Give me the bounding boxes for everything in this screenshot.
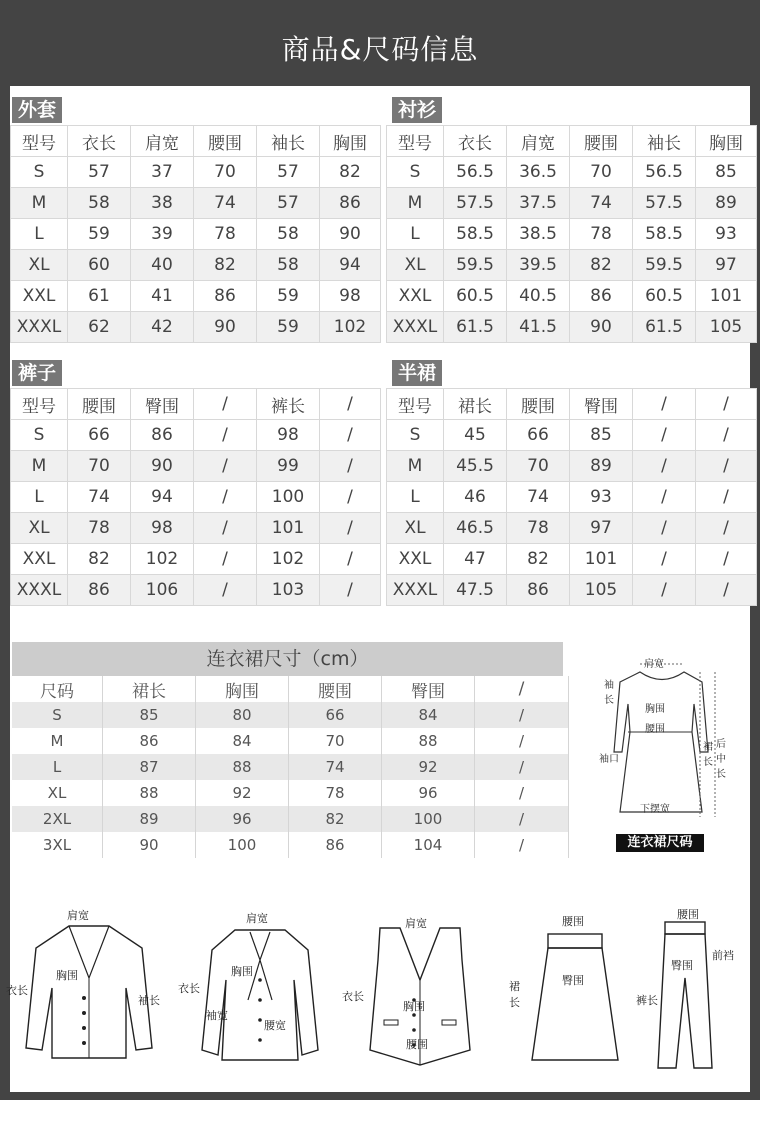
table-row [387, 157, 757, 188]
table-cell: 82 [194, 250, 257, 281]
table-cell: 36.5 [507, 157, 570, 188]
table-cell: 90 [570, 312, 633, 343]
table-cell: 74 [289, 754, 382, 780]
table-cell: 40.5 [507, 281, 570, 312]
table-cell: L [11, 219, 68, 250]
table-cell: 102 [131, 544, 194, 575]
table-cell: 78 [570, 219, 633, 250]
table-cell: 98 [320, 281, 381, 312]
table-cell: 84 [196, 728, 289, 754]
table-row [11, 575, 381, 606]
table-row [11, 420, 381, 451]
table-cell: / [696, 575, 757, 606]
jacket-bust-label: 胸围 [56, 969, 78, 982]
table-cell: 61 [68, 281, 131, 312]
shirt-size-table [386, 125, 757, 343]
table-cell: 82 [68, 544, 131, 575]
table-cell: 98 [257, 420, 320, 451]
table-cell: 60.5 [633, 281, 696, 312]
table-cell: 46 [444, 482, 507, 513]
table-header-cell: 裙长 [103, 676, 196, 702]
table-cell: 96 [382, 780, 475, 806]
table-header-cell: 肩宽 [131, 126, 194, 157]
page-title: 商品&尺码信息 [281, 33, 479, 66]
table-header-cell: 腰围 [194, 126, 257, 157]
table-cell: 45.5 [444, 451, 507, 482]
table-cell: / [320, 420, 381, 451]
table-cell: / [696, 451, 757, 482]
table-cell: 38 [131, 188, 194, 219]
table-cell: XXXL [11, 575, 68, 606]
table-cell: / [475, 702, 569, 728]
table-cell: S [387, 157, 444, 188]
table-header-row [387, 126, 757, 157]
pants-tag: 裤子 [12, 360, 62, 386]
table-cell: 98 [131, 513, 194, 544]
table-cell: 57 [257, 157, 320, 188]
table-cell: XXL [387, 281, 444, 312]
table-cell: 85 [103, 702, 196, 728]
table-row [11, 513, 381, 544]
table-cell: 88 [196, 754, 289, 780]
table-cell: / [633, 544, 696, 575]
table-cell: XXXL [387, 575, 444, 606]
table-cell: / [633, 420, 696, 451]
table-cell: 61.5 [444, 312, 507, 343]
skirt-diagram [520, 930, 630, 1070]
table-cell: 86 [570, 281, 633, 312]
table-header-row [11, 126, 381, 157]
dress-back-length-label: 后中长 [716, 739, 726, 780]
table-cell: L [11, 482, 68, 513]
table-cell: 102 [257, 544, 320, 575]
table-cell: M [387, 451, 444, 482]
pants-diagram [650, 918, 720, 1073]
vest-waist-label: 腰围 [406, 1038, 428, 1051]
table-cell: 93 [570, 482, 633, 513]
table-cell: / [320, 513, 381, 544]
table-cell: M [11, 188, 68, 219]
table-cell: XL [11, 250, 68, 281]
table-cell: / [475, 832, 569, 858]
table-cell: XXXL [11, 312, 68, 343]
table-cell: / [320, 482, 381, 513]
table-cell: 103 [257, 575, 320, 606]
table-cell: 70 [570, 157, 633, 188]
table-cell: XL [12, 780, 103, 806]
table-header-cell: / [475, 676, 569, 702]
table-header-cell: 型号 [387, 126, 444, 157]
table-cell: 88 [382, 728, 475, 754]
table-cell: 80 [196, 702, 289, 728]
table-cell: 102 [320, 312, 381, 343]
table-header-cell: 腰围 [68, 389, 131, 420]
table-header-cell: / [194, 389, 257, 420]
table-header-cell: 袖长 [633, 126, 696, 157]
table-cell: / [696, 420, 757, 451]
table-cell: / [633, 451, 696, 482]
table-cell: 74 [68, 482, 131, 513]
dress-size-table [12, 642, 563, 858]
table-cell: 90 [103, 832, 196, 858]
table-header-cell: / [633, 389, 696, 420]
table-row [387, 544, 757, 575]
table-cell: 104 [382, 832, 475, 858]
table-cell: 58 [257, 250, 320, 281]
table-cell: 101 [696, 281, 757, 312]
table-cell: L [387, 219, 444, 250]
shirt-tag: 衬衫 [392, 97, 442, 123]
table-cell: 70 [68, 451, 131, 482]
table-cell: 82 [289, 806, 382, 832]
table-cell: 56.5 [444, 157, 507, 188]
table-cell: L [387, 482, 444, 513]
pants-length-label: 裤长 [636, 994, 658, 1007]
table-cell: 58.5 [633, 219, 696, 250]
jacket-shoulder-label: 肩宽 [67, 909, 89, 922]
table-cell: 89 [103, 806, 196, 832]
table-cell: / [194, 575, 257, 606]
table-cell: / [194, 451, 257, 482]
table-row [387, 575, 757, 606]
dress-hem-label: 下摆宽 [640, 804, 670, 815]
table-header-cell: 型号 [387, 389, 444, 420]
shirt-bust-label: 胸围 [231, 965, 253, 978]
table-cell: XXL [11, 544, 68, 575]
table-cell: 66 [289, 702, 382, 728]
table-cell: 85 [696, 157, 757, 188]
table-cell: 39 [131, 219, 194, 250]
table-cell: XXL [11, 281, 68, 312]
table-cell: 70 [507, 451, 570, 482]
table-cell: 59 [257, 281, 320, 312]
dress-table-body [12, 676, 569, 858]
table-cell: 78 [68, 513, 131, 544]
table-cell: 99 [257, 451, 320, 482]
table-cell: 60.5 [444, 281, 507, 312]
table-row [12, 728, 569, 754]
table-cell: 89 [696, 188, 757, 219]
table-cell: 59 [68, 219, 131, 250]
table-cell: 84 [382, 702, 475, 728]
jacket-sleeve-label: 袖长 [138, 994, 160, 1007]
table-cell: 59.5 [633, 250, 696, 281]
table-cell: 86 [320, 188, 381, 219]
table-cell: 100 [382, 806, 475, 832]
table-cell: 74 [507, 482, 570, 513]
dress-badge: 连衣裙尺码 [616, 834, 704, 852]
shirt-cuff-label: 袖宽 [206, 1009, 228, 1022]
table-cell: 37.5 [507, 188, 570, 219]
table-cell: 106 [131, 575, 194, 606]
table-cell: 89 [570, 451, 633, 482]
table-cell: 105 [696, 312, 757, 343]
table-cell: 62 [68, 312, 131, 343]
pants-waist-label: 腰围 [677, 908, 699, 921]
pants-rise-label: 前裆 [712, 949, 734, 962]
table-cell: 94 [131, 482, 194, 513]
table-cell: 101 [257, 513, 320, 544]
skirt-tag: 半裙 [392, 360, 442, 386]
table-header-cell: 臀围 [570, 389, 633, 420]
pants-size-table [10, 388, 381, 606]
table-row [12, 754, 569, 780]
table-row [387, 281, 757, 312]
dress-bust-label: 胸围 [645, 704, 665, 715]
dress-length-label: 裙长 [703, 742, 713, 768]
table-cell: 78 [507, 513, 570, 544]
table-cell: 78 [194, 219, 257, 250]
table-cell: 74 [570, 188, 633, 219]
table-cell: S [11, 157, 68, 188]
table-cell: XXL [387, 544, 444, 575]
table-header-cell: 胸围 [320, 126, 381, 157]
table-row [11, 157, 381, 188]
table-header-cell: 袖长 [257, 126, 320, 157]
table-cell: 58 [257, 219, 320, 250]
table-cell: 97 [696, 250, 757, 281]
table-cell: S [12, 702, 103, 728]
table-cell: 40 [131, 250, 194, 281]
table-row [387, 513, 757, 544]
table-cell: 57 [68, 157, 131, 188]
table-row [11, 482, 381, 513]
table-cell: / [696, 482, 757, 513]
table-cell: 57 [257, 188, 320, 219]
table-cell: / [475, 728, 569, 754]
table-cell: 96 [196, 806, 289, 832]
table-row [12, 780, 569, 806]
table-cell: 57.5 [633, 188, 696, 219]
table-cell: 59.5 [444, 250, 507, 281]
table-row [387, 312, 757, 343]
table-cell: 86 [507, 575, 570, 606]
table-cell: / [475, 754, 569, 780]
table-cell: 61.5 [633, 312, 696, 343]
table-cell: 58 [68, 188, 131, 219]
table-cell: / [194, 482, 257, 513]
table-header-row [387, 389, 757, 420]
table-cell: 37 [131, 157, 194, 188]
shirt-waist-label: 腰宽 [264, 1019, 286, 1032]
table-cell: 82 [570, 250, 633, 281]
table-cell: 66 [507, 420, 570, 451]
table-cell: XL [387, 513, 444, 544]
table-cell: 86 [289, 832, 382, 858]
dress-cuff-label: 袖口 [599, 754, 619, 765]
table-cell: 90 [131, 451, 194, 482]
jacket-length-label: 衣长 [6, 984, 28, 997]
table-cell: 38.5 [507, 219, 570, 250]
table-cell: 58.5 [444, 219, 507, 250]
dress-waist-label: 腰围 [645, 724, 665, 735]
table-header-cell: 胸围 [196, 676, 289, 702]
pants-hip-label: 臀围 [671, 959, 693, 972]
table-cell: M [11, 451, 68, 482]
skirt-size-table [386, 388, 757, 606]
table-cell: XL [11, 513, 68, 544]
table-cell: 3XL [12, 832, 103, 858]
table-cell: / [320, 451, 381, 482]
table-cell: 57.5 [444, 188, 507, 219]
table-cell: 46.5 [444, 513, 507, 544]
skirt-waist-label: 腰围 [562, 915, 584, 928]
table-row [387, 482, 757, 513]
table-row [11, 312, 381, 343]
table-header-cell: 腰围 [570, 126, 633, 157]
table-header-cell: 臀围 [131, 389, 194, 420]
table-cell: 90 [194, 312, 257, 343]
shirt-length-label: 衣长 [178, 982, 200, 995]
table-cell: 97 [570, 513, 633, 544]
table-header-cell: 裙长 [444, 389, 507, 420]
table-row [12, 832, 569, 858]
table-cell: S [11, 420, 68, 451]
table-cell: 56.5 [633, 157, 696, 188]
table-cell: 45 [444, 420, 507, 451]
table-row [11, 451, 381, 482]
table-cell: 2XL [12, 806, 103, 832]
jacket-tag: 外套 [12, 97, 62, 123]
table-header-cell: / [696, 389, 757, 420]
table-cell: 93 [696, 219, 757, 250]
table-cell: 60 [68, 250, 131, 281]
table-cell: 39.5 [507, 250, 570, 281]
table-row [11, 219, 381, 250]
table-cell: / [320, 575, 381, 606]
table-header-cell: 裤长 [257, 389, 320, 420]
table-row [12, 702, 569, 728]
table-cell: / [194, 544, 257, 575]
table-header-cell: 腰围 [289, 676, 382, 702]
shirt-shoulder-label: 肩宽 [246, 912, 268, 925]
dress-shoulder-label: 肩宽 [644, 659, 664, 670]
table-cell: / [475, 780, 569, 806]
dress-sleeve-label: 袖长 [604, 680, 614, 706]
table-cell: 105 [570, 575, 633, 606]
table-cell: 66 [68, 420, 131, 451]
skirt-hip-label: 臀围 [562, 974, 584, 987]
table-cell: 100 [196, 832, 289, 858]
table-cell: / [633, 513, 696, 544]
table-cell: 82 [507, 544, 570, 575]
table-row [12, 806, 569, 832]
table-cell: XXXL [387, 312, 444, 343]
table-header-cell: 型号 [11, 389, 68, 420]
table-cell: 92 [196, 780, 289, 806]
table-header-cell: 尺码 [12, 676, 103, 702]
table-row [11, 188, 381, 219]
table-cell: 86 [131, 420, 194, 451]
table-header-row [11, 389, 381, 420]
table-header-cell: / [320, 389, 381, 420]
table-cell: / [633, 482, 696, 513]
table-cell: 41.5 [507, 312, 570, 343]
table-row [387, 250, 757, 281]
table-cell: XL [387, 250, 444, 281]
table-cell: 86 [194, 281, 257, 312]
table-cell: 100 [257, 482, 320, 513]
vest-length-label: 衣长 [342, 990, 364, 1003]
table-cell: 41 [131, 281, 194, 312]
table-cell: 85 [570, 420, 633, 451]
table-row [387, 451, 757, 482]
table-cell: 92 [382, 754, 475, 780]
table-cell: L [12, 754, 103, 780]
table-header-cell: 型号 [11, 126, 68, 157]
table-cell: / [320, 544, 381, 575]
table-cell: / [194, 513, 257, 544]
table-header-cell: 肩宽 [507, 126, 570, 157]
table-header-cell: 臀围 [382, 676, 475, 702]
table-cell: 59 [257, 312, 320, 343]
table-row [387, 219, 757, 250]
table-cell: 101 [570, 544, 633, 575]
table-cell: 86 [103, 728, 196, 754]
table-row [387, 420, 757, 451]
table-header-cell: 衣长 [68, 126, 131, 157]
table-cell: M [387, 188, 444, 219]
table-row [11, 544, 381, 575]
skirt-length-label: 裙长 [509, 980, 520, 1009]
vest-shoulder-label: 肩宽 [405, 917, 427, 930]
table-header-row [12, 676, 569, 702]
table-cell: 90 [320, 219, 381, 250]
table-row [387, 188, 757, 219]
table-row [11, 281, 381, 312]
table-header-cell: 衣长 [444, 126, 507, 157]
table-cell: 42 [131, 312, 194, 343]
table-cell: / [475, 806, 569, 832]
table-header-cell: 胸围 [696, 126, 757, 157]
table-cell: M [12, 728, 103, 754]
vest-bust-label: 胸围 [403, 1000, 425, 1013]
table-cell: 82 [320, 157, 381, 188]
table-cell: / [696, 544, 757, 575]
table-cell: 94 [320, 250, 381, 281]
table-cell: 86 [68, 575, 131, 606]
shirt-diagram [190, 920, 330, 1070]
table-cell: / [194, 420, 257, 451]
table-cell: 70 [289, 728, 382, 754]
jacket-size-table [10, 125, 381, 343]
dress-table-caption: 连衣裙尺寸（cm） [12, 642, 563, 676]
table-cell: 47 [444, 544, 507, 575]
table-row [11, 250, 381, 281]
table-cell: / [696, 513, 757, 544]
table-cell: 87 [103, 754, 196, 780]
table-header-cell: 腰围 [507, 389, 570, 420]
table-cell: / [633, 575, 696, 606]
table-cell: S [387, 420, 444, 451]
table-cell: 78 [289, 780, 382, 806]
table-cell: 70 [194, 157, 257, 188]
table-cell: 88 [103, 780, 196, 806]
table-cell: 47.5 [444, 575, 507, 606]
table-cell: 74 [194, 188, 257, 219]
